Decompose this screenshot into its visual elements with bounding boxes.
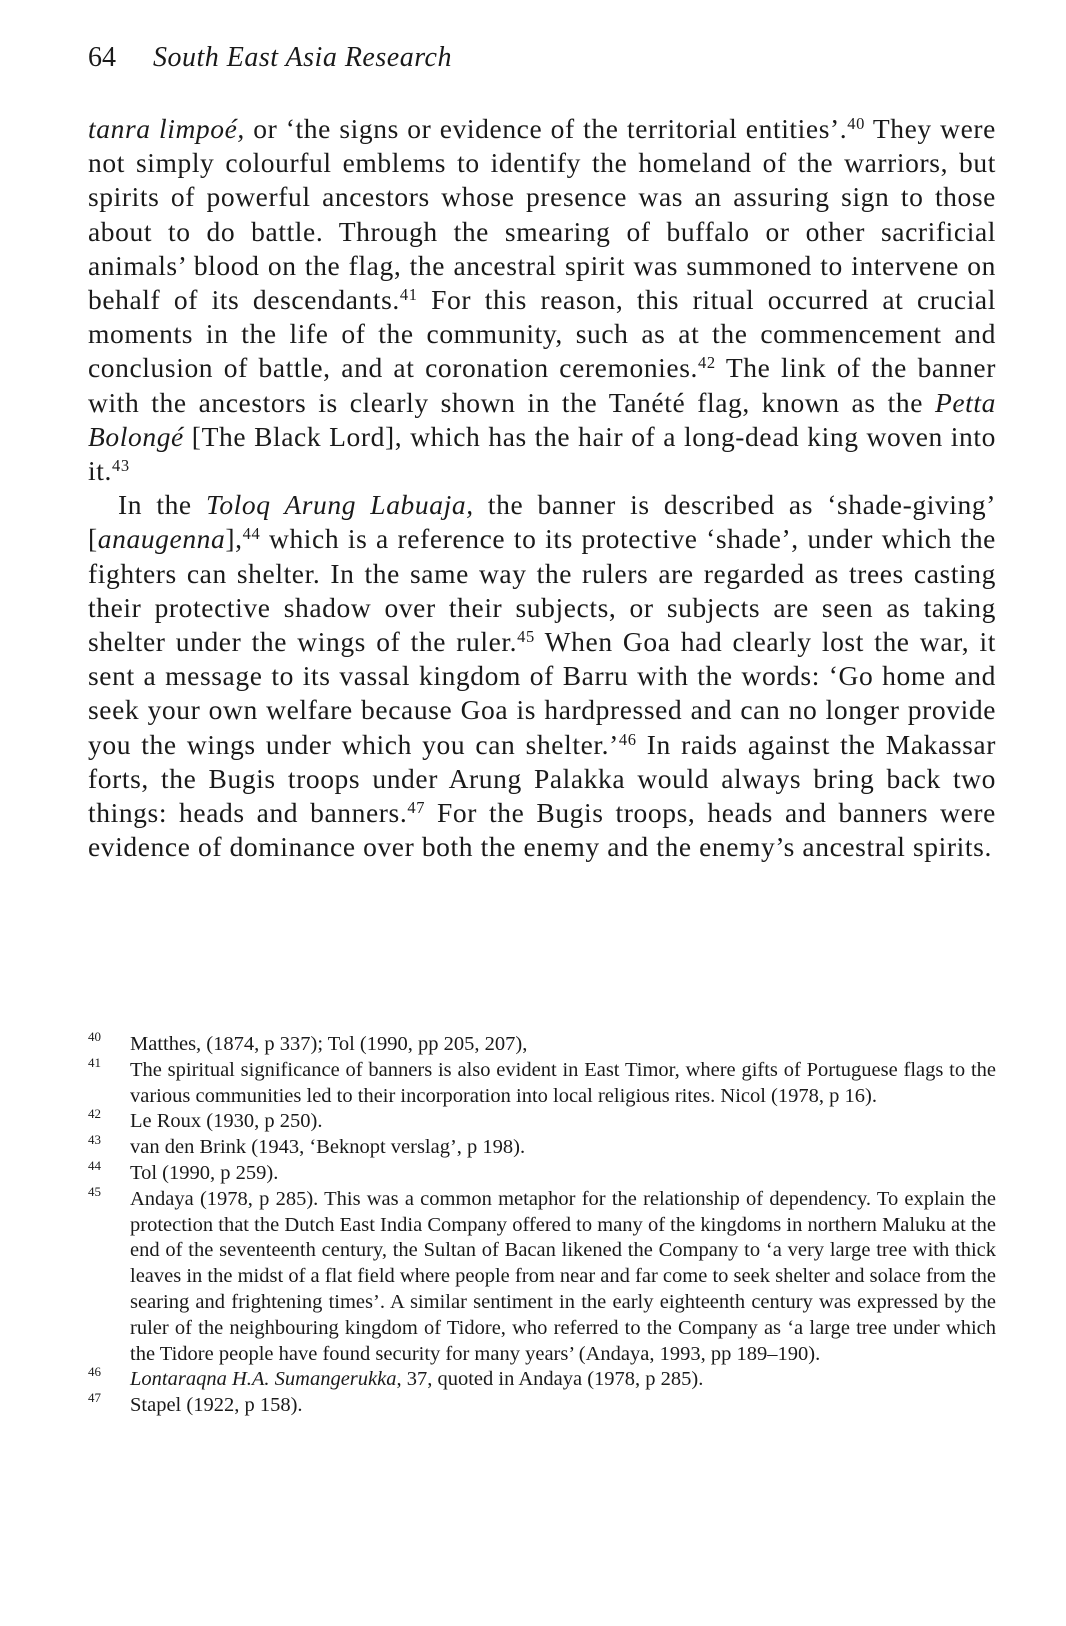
- p1-text-2: They were not simply colourful emblems to identify the homeland of the warriors, but spirits of powerful ancestors whose presence was an assuring sign to those about to do battle. Through the smearing of buffalo or other sacrificial animals’ blood on the flag, the ancestral spirit was summoned to intervene on behalf of its descendants.: [88, 113, 996, 316]
- footnote-42: [88, 1106, 996, 1135]
- footnote-47: [88, 1390, 996, 1419]
- footnote-text: Stapel (1922, p 158).: [130, 1394, 303, 1417]
- body-text: [88, 112, 996, 864]
- footnote-number: 43: [88, 1132, 101, 1148]
- paragraph-1: [88, 112, 996, 488]
- p2-text-2: the banner is described as ‘shade-giving’ [: [88, 489, 996, 555]
- p2-text-4: which is a reference to its protective ‘shade’, under which the fighters can shelter. In the same way the rulers are regarded as trees casting their protective shadow over their subjects, or subjects are seen as taking shelter under the wings of the ruler.: [88, 523, 996, 658]
- footnote-text: The spiritual significance of banners is also evident in East Timor, where gifts of Portuguese flags to the various communities led to their incorporation into local religious rites. Nicol (1978, p 16).: [130, 1058, 996, 1107]
- p1-text-3: For this reason, this ritual occurred at crucial moments in the life of the community, such as at the commencement and conclusion of battle, and at coronation ceremonies.: [88, 284, 996, 384]
- paragraph-2: [88, 488, 996, 864]
- journal-title: South East Asia Research: [153, 42, 452, 73]
- footnote-number: 41: [88, 1054, 101, 1070]
- footnote-text: , 37, quoted in Andaya (1978, p 285).: [396, 1368, 704, 1391]
- footnote-number: 42: [88, 1106, 101, 1122]
- p2-text-6: In raids against the Makassar forts, the Bugis troops under Arung Palakka would always bring back two things: heads and banners.: [88, 728, 996, 829]
- footnote-number: 47: [88, 1390, 101, 1406]
- footnote-text: Le Roux (1930, p 250).: [130, 1110, 323, 1133]
- footnote-number: 44: [88, 1157, 101, 1173]
- footnote-number: 45: [88, 1183, 101, 1199]
- p2-text-1: In the: [118, 489, 206, 521]
- footnote-ref-46[interactable]: 46: [618, 729, 637, 749]
- running-header: [88, 40, 452, 76]
- footnote-text: Matthes, (1874, p 337); Tol (1990, pp 205, 207),: [130, 1033, 528, 1055]
- footnote-45: [88, 1183, 996, 1368]
- p2-text-7: For the Bugis troops, heads and banners were evidence of dominance over both the enemy and the enemy’s ancestral spirits.: [88, 797, 996, 863]
- footnote-text: Tol (1990, p 259).: [130, 1161, 279, 1184]
- p1-text-4: The link of the banner with the ancestors is clearly shown in the Tanété flag, known as the: [88, 352, 996, 418]
- term-tanra-limpoe: tanra limpoé,: [88, 113, 245, 144]
- footnote-ref-41[interactable]: 41: [399, 284, 418, 304]
- footnote-44: [88, 1157, 996, 1187]
- footnote-text: van den Brink (1943, ‘Beknopt verslag’, p 198).: [130, 1136, 526, 1159]
- footnote-ref-47[interactable]: 47: [407, 798, 426, 817]
- footnotes: [88, 1029, 996, 1419]
- term-anaugenna: anaugenna: [97, 523, 226, 555]
- p2-text-3: ],: [225, 523, 243, 555]
- footnote-number: 40: [88, 1029, 101, 1044]
- p2-text-5: When Goa had clearly lost the war, it sent a message to its vassal kingdom of Barru with the words: ‘Go home and seek your own welfare because Goa is hardpressed and can no longer provide you the wings under which you can shelter.’: [88, 626, 997, 760]
- footnote-italic-title: Lontaraqna H.A. Sumangerukka: [130, 1368, 397, 1391]
- footnote-40: [88, 1029, 996, 1058]
- footnote-46: [88, 1364, 996, 1393]
- footnote-ref-44[interactable]: 44: [242, 524, 261, 544]
- footnote-41: [88, 1054, 996, 1110]
- term-toloq-arung-labuaja: Toloq Arung Labuaja,: [205, 489, 474, 521]
- p1-text-5: [The Black Lord], which has the hair of a long-dead king woven into it.: [88, 420, 996, 487]
- footnote-ref-40[interactable]: 40: [847, 113, 865, 133]
- footnote-ref-43[interactable]: 43: [111, 455, 130, 475]
- footnote-ref-45[interactable]: 45: [517, 626, 535, 646]
- p1-text-1: or ‘the signs or evidence of the territorial entities’.: [244, 113, 848, 144]
- footnote-text: Andaya (1978, p 285). This was a common metaphor for the relationship of dependency. To explain the protection that the Dutch East India Company offered to many of the kingdoms in northern Maluku at the end of the seventeenth century, the Sultan of Bacan likened the Company to ‘a very large tree with thick leaves in the midst of a flat field where people from near and far come to seek shelter and solace from the searing and frightening times’. A similar sentiment in the early eighteenth century was expressed by the ruler of the neighbouring kingdom of Tidore, who referred to the Company as ‘a large tree under which the Tidore people have found security for many years’ (Andaya, 1993, pp 189–190).: [130, 1187, 996, 1365]
- footnote-number: 46: [88, 1364, 101, 1380]
- term-petta-bolonge: Petta Bolongé: [88, 386, 996, 452]
- page-number: 64: [88, 42, 116, 73]
- footnote-43: [88, 1132, 996, 1161]
- footnote-ref-42[interactable]: 42: [698, 353, 716, 373]
